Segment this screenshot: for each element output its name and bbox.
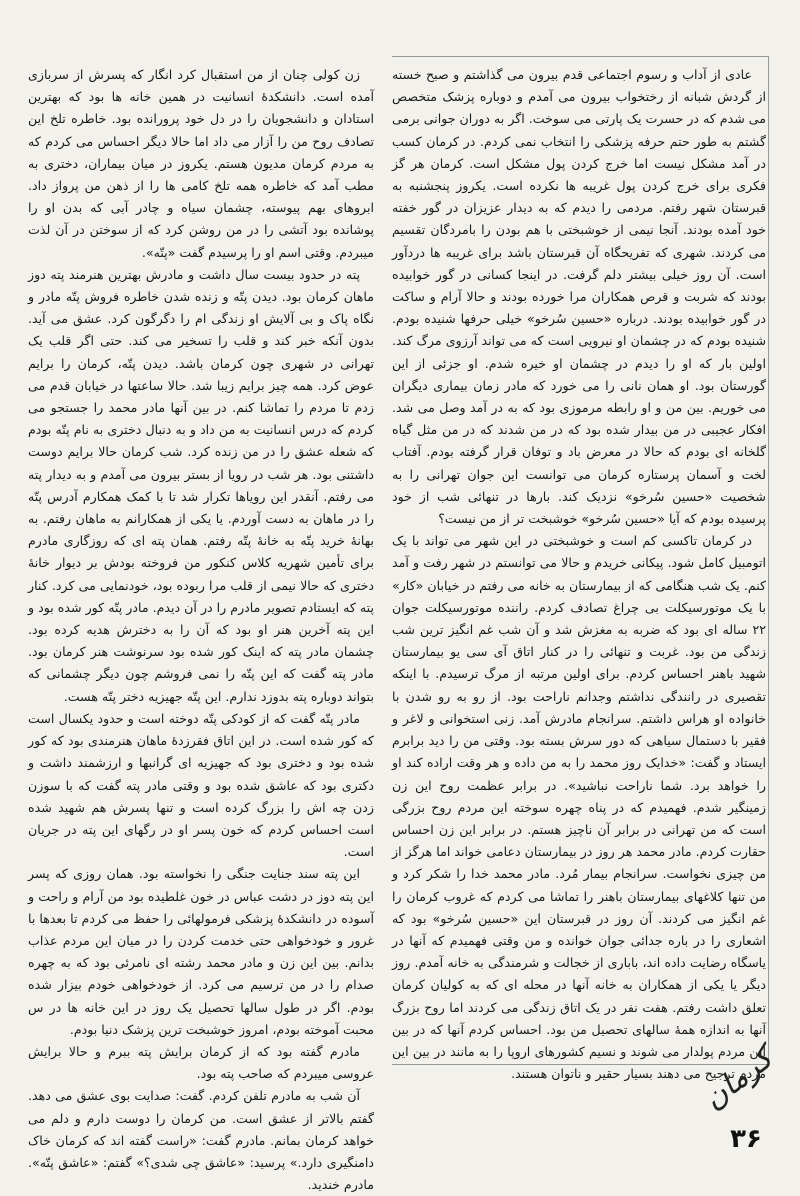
paragraph: مادر پتّه گفت که از کودکی پتّه دوخته است و حدود یکسال است که کور شده است. در این اتاق فقرزدهٔ ماهان هنرمندی بود که کور شده بود و دختری بود که جهیزیه ای گرانبها و ارزشمند داشت و دکتری بود که عاشق شده بود و وقتی مادر پته گفت که با سوزن زدن چه اش را بزرگ کرده است و تنها پسرش هم شهید شده است احساس کردم که خون پسر او در رگهای این پته در جریان است.	[28, 710, 374, 860]
left-text-column	[28, 64, 374, 1193]
column-frame-right	[768, 56, 769, 1066]
logo-text: کرمان	[696, 1041, 780, 1117]
kerman-logo	[696, 1041, 780, 1120]
page-number: ۳۶	[730, 1124, 762, 1154]
paragraph: مادرم گفته بود که از کرمان برایش پته ببرم و حالا برایش عروسی میبردم که صاحب پته بود.	[28, 1043, 374, 1082]
right-text-column	[392, 64, 766, 1082]
column-frame-top	[392, 56, 768, 57]
paragraph: آن شب به مادرم تلفن کردم. گفت: صدایت بوی عشق می دهد. گفتم بالاتر از عشق است. من کرمان را دوست دارم و دلم می خواهد کرمان بمانم. مادرم گفت: «راست گفته اند که کرمان خاک دامنگیری دارد.» پرسید: «عاشق چی شدی؟» گفتم: «عاشق پتّه». مادرم خندید.	[28, 1088, 374, 1193]
paragraph: این پته سند جنایت جنگی را نخواسته بود. همان روزی که پسر این پته دوز در دشت عباس در خون غلطیده بود من آرام و راحت و آسوده در دانشکدهٔ پزشکی فرمولهائی را حفظ می کردم تا بعدها با غرور و خودخواهی حتی خدمت کردن را در میان این مردم عذاب بدانم. بین این زن و مادر محمد رشته ای نامرئی بود که به چهره صدام را در من ترسیم می کرد. از خودخواهی خودم بیزار شده بودم. اگر در طول سالها تحصیل یک روز در این خانه ها در س محبت آموخته بودم، امروز خوشبخت ترین پزشک دنیا بودم.	[28, 866, 374, 1037]
paragraph: در کرمان تاکسی کم است و خوشبختی در این شهر می تواند با یک اتومبیل کامل شود. پیکانی خریدم و حالا می توانستم در شهر رفت و آمد کنم. یک شب هنگامی که از بیمارستان به خانه می رفتم در خیابان «کار» با یک موتورسیکلت بی چراغ تصادف کردم. راننده موتورسیکلت جوان ۲۲ ساله ای بود که ضربه به مغزش شد و آن شب غم انگیز ترین شب زندگی من بود. غربت و تنهائی را در کنار اتاق آی سی یو بیمارستان شهید باهنر احساس کردم. برای اولین مرتبه از مرگ ترسیدم. با اینکه تقصیری در رانندگی نداشتم وجدانم ناراحت بود. از رو به رو شدن با خانواده او هراس داشتم. سرانجام مادرش آمد. زنی استخوانی و لاغر و فقیر با دستمال سیاهی که دور سرش بسته بود. وقتی من را دید برابرم ایستاد و گفت: «خدایک روز محمد را به من داده و هر وقت اراده کند او را خواهد برد. شما ناراحت نباشید». در برابر عظمت روح این زن زمینگیر شدم. فهمیدم که در پناه چهره سوخته این مردم روح بزرگی است که من تهرانی در برابر آن ناچیز هستم. در برابر این زن احساس حقارت کردم. مادر محمد هر روز در بیمارستان دعامی خواند اما هرگز از من چیزی نخواست. سرانجام بیمار مُرد. مادر محمد خدا را شکر کرد و من تنها کلاغهای بیمارستان باهنر را تماشا می کردم که غروب کرمان را غم انگیز می کردند. آن روز در قبرستان این «حسین سُرخو» بود که اشعاری را در باره جدائی جوان خوانده و من وقتی فهمیدم که آنها در یاسگاه رضایت داده اند، باباری از خجالت و شرمندگی به خانه آمدم. روز دیگر یا یکی از همکاران به خانه آنها در محله ای که به کولیان کرمان تعلق داشت رفتم. هفت نفر در یک اتاق زندگی می کردند اما روح بزرگ آنها به اندازه همهٔ سالهای تحصیل من بود. احساس کردم آنها که در بین این مردم پولدار می شوند و نسیم کشورهای اروپا را به مانند در بین این مردم ترجیح می دهند بسیار حقیر و ناتوان هستند.	[392, 533, 766, 1082]
paragraph: پته در حدود بیست سال داشت و مادرش بهترین هنرمند پته دوز ماهان کرمان بود. دیدن پتّه و زنده شدن خاطره فروش پتّه مادر و نگاه پاک و بی آلایش او زندگی ام را دگرگون کرد. عشق می آید. بدون آنکه خبر کند و قلب را تسخیر می کند. حتی اگر قلب یک تهرانی در شهری چون کرمان باشد. دیدن پتّه، کرمان را برایم عوض کرد. همه چیز برایم زیبا شد. حالا ساعتها در خیابان قدم می زدم تا مردم را تماشا کنم. در بین آنها مادر محمد را جستجو می کردم که درس انسانیت به من داد و به دنبال دختری به نام پتّه بودم که شعله عشق را در من زنده کرد. شب کرمان حالا برایم دوست داشتنی بود. هر شب در رویا از بستر بیرون می آمدم و به دیدار پته می رفتم. آنقدر این رویاها تکرار شد تا با کمک همکارم آدرس پتّه را در ماهان به دست آوردم. یا یکی از همکارانم به ماهان رفتم. به بهانهٔ خرید پتّه به خانهٔ پتّه رفتم. همان پته ای که روزگاری مادرم برای تأمین شهریه کلاس کنکور من فروخته بودش بر دیوار خانهٔ دختری که حالا نیمی از قلب مرا ربوده بود، خودنمایی می کرد. کنار پته که ایستادم تصویر مادرم را در آن دیدم. مادر پتّه کور شده بود و این پته آخرین هنر او بود که آن را به دخترش هدیه کرده بود. چشمان مادر پته که اینک کور شده بود سرنوشت هنر کرمان بود. مادر پته گفت که این پتّه را نمی فروشم چون دیگر چشمانی که بتواند دوباره پته بدوزد ندارم. این پتّه جهیزیه دختر پتّه هست.	[28, 266, 374, 704]
paragraph: عادی از آداب و رسوم اجتماعی قدم بیرون می گذاشتم و صبح خسته از گردش شبانه از رختخواب بیرون می آمدم و دوباره پزشک متخصص می شدم که در حسرت یک پارتی می سوخت. اگر به دوران جوانی برمی گشتم به طور حتم حرفه پزشکی را انتخاب نمی کردم. در کرمان کسب در آمد مشکل نیست اما خرج کردن پول مشکل است. کرمان هر گز فکری برای خرج کردن پول غریبه ها نکرده است. یکروز پنجشنبه به قبرستان شهر رفتم. مردمی را دیدم که به دیدار عزیزان در گور خفته خود آمده بودند. آنجا نیمی از خوشبختی با هم بودن را بامردگان تقسیم می کردند. شهری که تفریحگاه آن قبرستان باشد برای غریبه ها دردآور است. آن روز خیلی بیشتر دلم گرفت. در اینجا کسانی در گور خوابیده بودند که شربت و قرص همکاران مرا خورده بودند و حالا آرام و ساکت در گور خوابیده بودند. درباره «حسین سُرخو» خیلی حرفها شنیده بودم. شنیده بودم که در چشمان او نیرویی است که می تواند آرزوی مرگ کند. اولین بار که او را دیدم در چشمان او خیره شدم. او جزئی از این گورستان بود. او همان نانی را می خورد که مادر زمان بیماری دیگران می خوریم. بین من و او رابطه مرموزی بود که به در آمد وصل می شد. افکار عجیبی در من بیدار شده بود که در من شدند که در من مثل گیاه گلخانه ای بودم که حالا در معرض باد و توفان قرار گرفته بودم. آفتاب لخت و آسمان پرستاره کرمان می توانست این جوان تهرانی را به شخصیت «حسین سُرخو» نزدیک کند. بارها در تنهائی شب از خود پرسیده بودم که آیا «حسین سُرخو» خوشبخت تر از من نیست؟	[392, 67, 766, 527]
paragraph: زن کولی چنان از من استقبال کرد انگار که پسرش از سربازی آمده است. دانشکدهٔ انسانیت در همین خانه ها بود که بهترین استادان و دانشجویان را در دل خود پرورانده بود. خاطره تلخ این تصادف روح من را آزار می داد اما حالا دیگر احساس می کردم که به مردم کرمان مدیون هستم. یکروز در میان بیماران، دختری به مطب آمد که خاطره همه تلخ کامی ها را از ذهن من پرواز داد. ابروهای بهم پیوسته، چشمان سیاه و چادر آبی که بدن او را پوشانده بود آتشی را در من روشن کرد که از سوختن در آن لذت میبردم. وقتی اسم او را پرسیدم گفت «پتّه».	[28, 67, 374, 260]
